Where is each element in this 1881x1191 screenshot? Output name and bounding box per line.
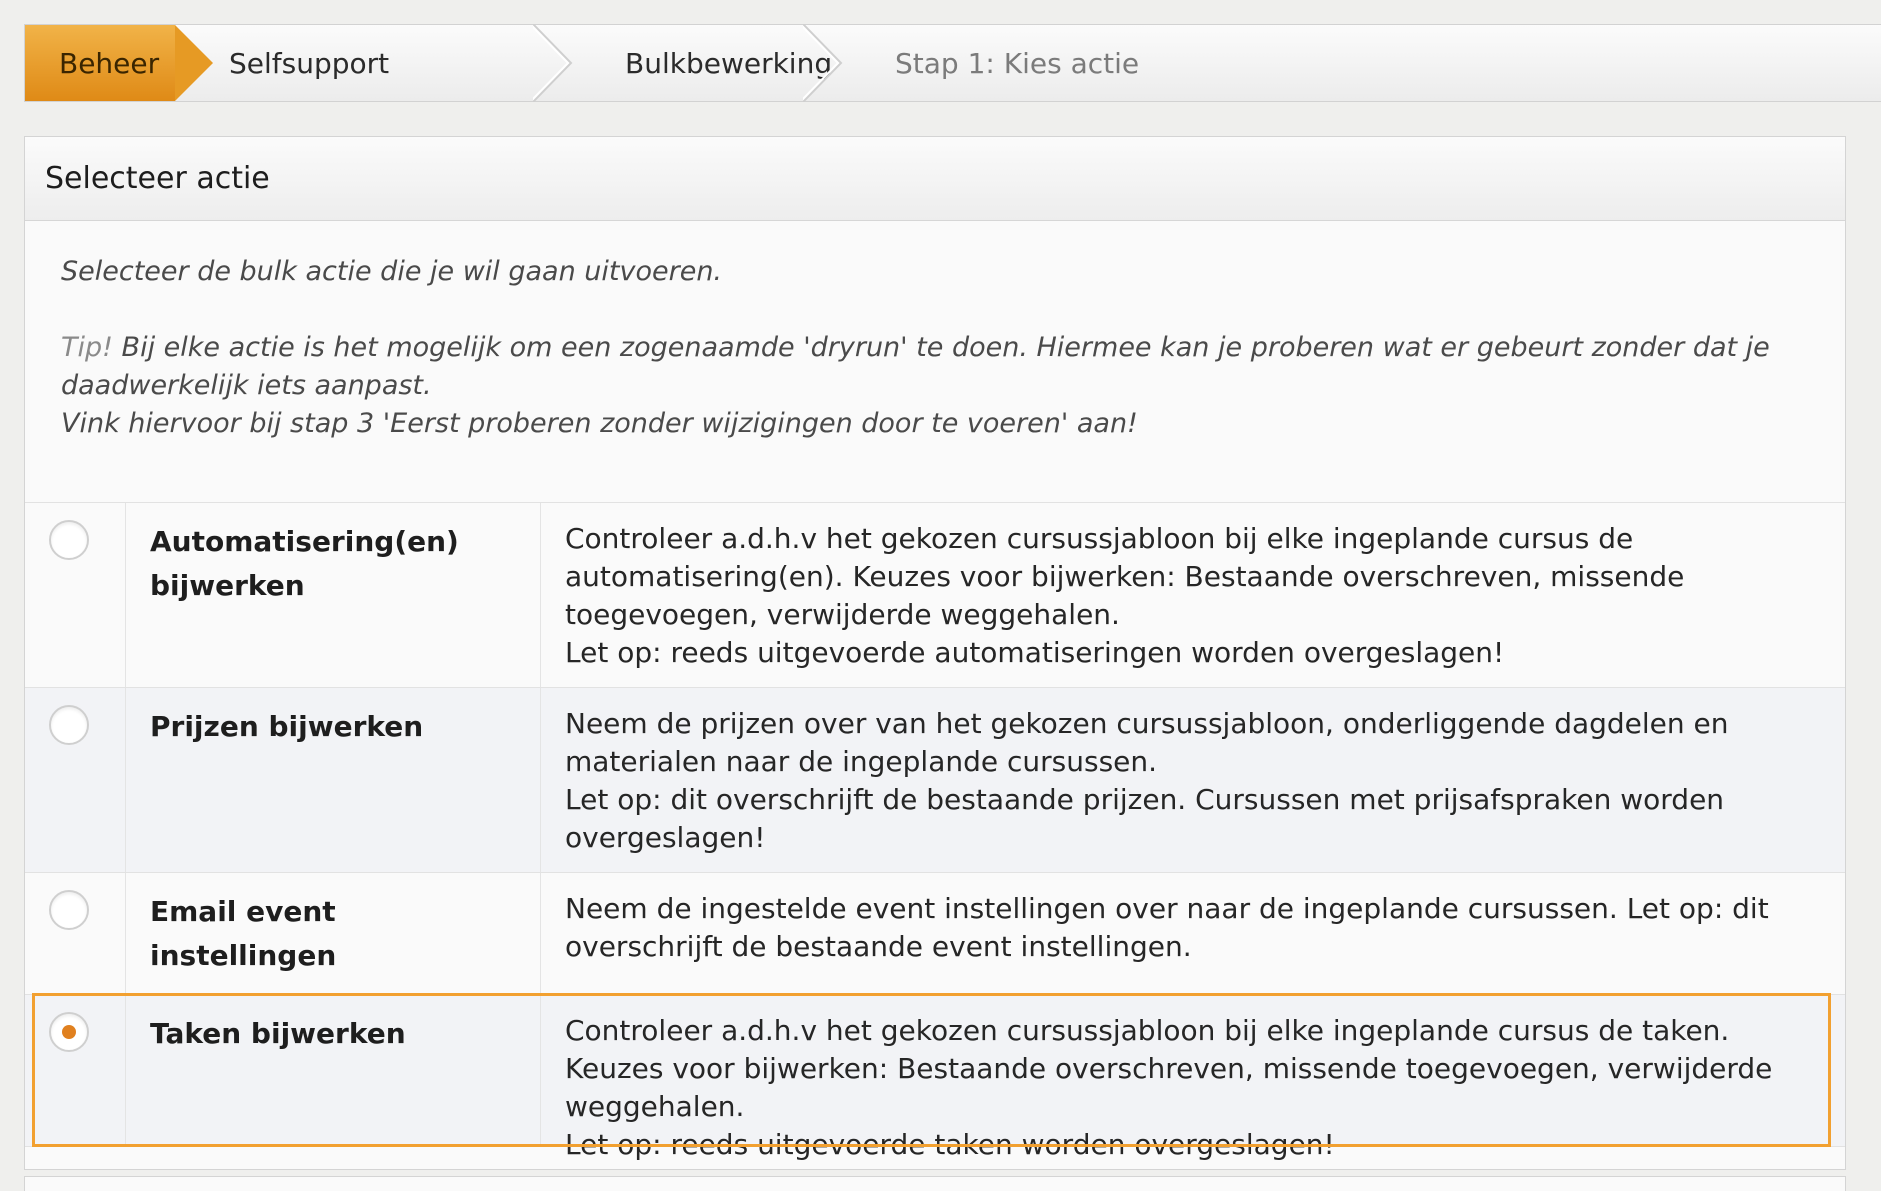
breadcrumb-item-bulkbewerking[interactable] bbox=[575, 25, 845, 101]
select-action-panel bbox=[24, 136, 1846, 1170]
radio-cell bbox=[25, 995, 126, 1146]
breadcrumb-label: Stap 1: Kies actie bbox=[895, 46, 1140, 80]
radio-cell bbox=[25, 688, 126, 872]
breadcrumb-item-beheer[interactable] bbox=[25, 25, 175, 101]
next-panel-edge bbox=[24, 1176, 1846, 1191]
tip-instruction: Vink hiervoor bij stap 3 'Eerst proberen zonder wijzigingen door te voeren' aan! bbox=[61, 408, 1138, 439]
option-desc-line: Controleer a.d.h.v het gekozen cursussjabloon bij elke ingeplande cursus de taken. Keuzes voor bijwerken: Bestaande overschreven, missende toegevoegen, verwijderde weggehalen. bbox=[565, 1014, 1773, 1123]
breadcrumb-label: Beheer bbox=[59, 46, 160, 80]
option-desc-line: Neem de ingestelde event instellingen over naar de ingeplande cursussen. Let op: dit overschrijft de bestaande event instellingen. bbox=[565, 892, 1769, 963]
action-option-automatisering[interactable] bbox=[25, 503, 1845, 688]
tip-label: Tip! bbox=[61, 332, 113, 363]
panel-header bbox=[25, 137, 1845, 221]
action-option-email-events[interactable] bbox=[25, 873, 1845, 995]
option-description bbox=[541, 688, 1845, 872]
option-desc-note: Let op: reeds uitgevoerde taken worden overgeslagen! bbox=[565, 1128, 1335, 1161]
radio-cell bbox=[25, 873, 126, 994]
option-description bbox=[541, 995, 1845, 1161]
option-description bbox=[541, 503, 1845, 687]
action-options-list bbox=[25, 502, 1845, 1161]
panel-title: Selecteer actie bbox=[45, 161, 270, 196]
breadcrumb-label: Selfsupport bbox=[229, 46, 390, 80]
radio-button[interactable] bbox=[49, 705, 89, 745]
option-desc-line: Controleer a.d.h.v het gekozen cursussjabloon bij elke ingeplande cursus de automatisering(en). Keuzes voor bijwerken: Bestaande overschreven, missende toegevoegen, verwijderde weggehalen. bbox=[565, 522, 1685, 631]
option-title: Prijzen bijwerken bbox=[126, 688, 541, 872]
option-desc-note: Let op: dit overschrijft de bestaande prijzen. Cursussen met prijsafspraken worden overgeslagen! bbox=[565, 783, 1725, 854]
breadcrumb-item-selfsupport[interactable] bbox=[175, 25, 575, 101]
option-description bbox=[541, 873, 1845, 994]
radio-button[interactable] bbox=[49, 520, 89, 560]
action-option-prijzen[interactable] bbox=[25, 688, 1845, 873]
option-title: Automatisering(en) bijwerken bbox=[126, 503, 541, 687]
option-desc-line: Neem de prijzen over van het gekozen cursussjabloon, onderliggende dagdelen en materialen naar de ingeplande cursussen. bbox=[565, 707, 1729, 778]
breadcrumb-item-current bbox=[845, 25, 1139, 101]
option-title: Email event instellingen bbox=[126, 873, 541, 994]
tip-text: Tip! Bij elke actie is het mogelijk om een zogenaamde 'dryrun' te doen. Hiermee kan je proberen wat er gebeurt zonder dat je daadwerkelijk iets aanpast. bbox=[61, 332, 1770, 401]
radio-selected-dot-icon bbox=[62, 1025, 76, 1039]
breadcrumb bbox=[24, 24, 1881, 102]
radio-cell bbox=[25, 503, 126, 687]
radio-button-selected[interactable] bbox=[49, 1012, 89, 1052]
option-title: Taken bijwerken bbox=[126, 995, 541, 1146]
radio-button[interactable] bbox=[49, 890, 89, 930]
panel-intro bbox=[25, 221, 1845, 502]
action-option-taken[interactable] bbox=[25, 995, 1845, 1161]
breadcrumb-label: Bulkbewerking bbox=[625, 46, 833, 80]
intro-text: Selecteer de bulk actie die je wil gaan uitvoeren. bbox=[61, 256, 723, 287]
option-desc-note: Let op: reeds uitgevoerde automatiseringen worden overgeslagen! bbox=[565, 636, 1505, 669]
